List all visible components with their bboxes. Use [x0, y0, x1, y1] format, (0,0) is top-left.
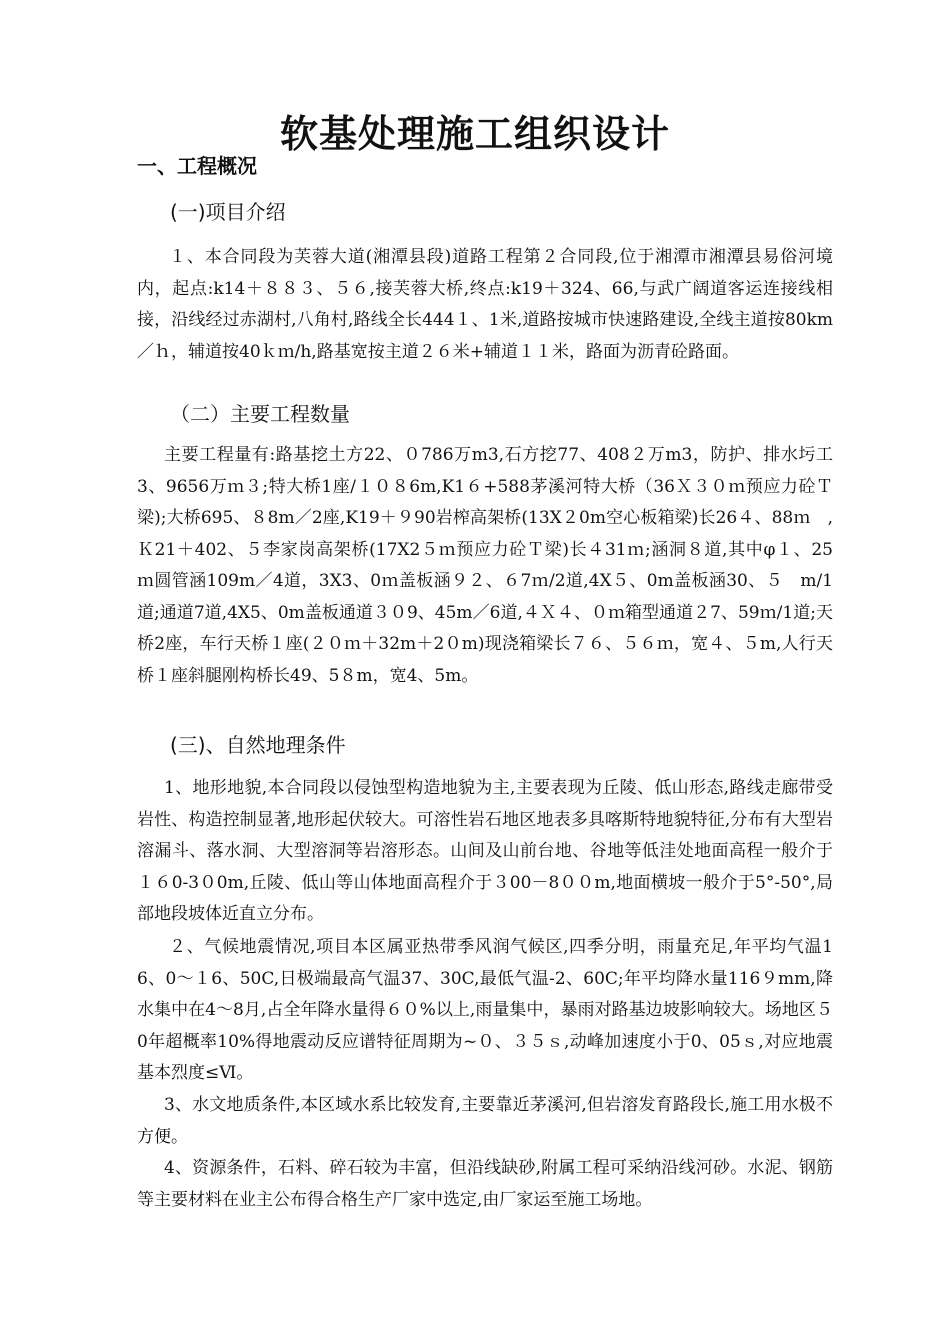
subsection-heading-natural-conditions: (三)、自然地理条件 [170, 733, 346, 757]
paragraph-resources: 4、资源条件，石料、碎石较为丰富，但沿线缺砂,附属工程可采纳沿线河砂。水泥、钢筋等主要材料在业主公布得合格生产厂家中选定,由厂家运至施工场地。 [137, 1158, 833, 1210]
subsection-heading-project-intro: (一)项目介绍 [170, 200, 286, 224]
subsection-heading-main-quantities: （二）主要工程数量 [170, 402, 350, 426]
paragraph-hydrogeology: 3、水文地质条件,本区域水系比较发育,主要靠近茅溪河,但岩溶发育路段长,施工用水极不方便。 [137, 1095, 833, 1147]
paragraph-main-quantities: 主要工程量有:路基挖土方22、０786万m3,石方挖77、408２万m3，防护、排水圬工3、9656万ｍ３;特大桥1座/１０８6m,K1６+588茅溪河特大桥（36Ｘ３０ｍ预应力砼Ｔ梁);大桥695、８8m／2座,K19＋９90岩榨高架桥(13X２0m空心板箱梁)长26４、88ｍ ,Ｋ21＋402、５李家岗高架桥(17X2５ｍ预应力砼Ｔ梁)长４31ｍ;涵洞８道,其中φ１、25 ｍ圆管涵109m／4道，3X3、0ｍ盖板涵９２、６7ｍ/2道,4X５、0m盖板涵30、５ m/1道;通道7道,4X5、0m盖板通道３０9、45m／6道,４Ｘ４、０ｍ箱型通道２7、59ｍ/1道;天桥2座，车行天桥１座(２０ｍ＋32m＋2０m)现浇箱梁长７６、５６ｍ，宽４、５m,人行天桥１座斜腿刚构桥长49、5８m，宽4、5m。 [137, 445, 850, 686]
document-title: 软基处理施工组织设计 [279, 112, 670, 156]
paragraph-project-intro: １、本合同段为芙蓉大道(湘潭县段)道路工程第２合同段,位于湘潭市湘潭县易俗河境内，起点:k14＋８８３、５６,接芙蓉大桥,终点:k19＋324、66,与武广阔道客运连接线相接，沿线经过赤湖村,八角村,路线全长444１、1米,道路按城市快速路建设,全线主道按80km／ｈ，辅道按40ｋｍ/h,路基宽按主道２６米+辅道１１米，路面为沥青砼路面。 [137, 247, 833, 362]
section-heading-project-overview: 一、工程概况 [137, 154, 257, 178]
paragraph-terrain: 1、地形地貌,本合同段以侵蚀型构造地貌为主,主要表现为丘陵、低山形态,路线走廊带受岩性、构造控制显著,地形起伏较大。可溶性岩石地区地表多具喀斯特地貌特征,分布有大型岩溶漏斗、落水洞、大型溶洞等岩溶形态。山间及山前台地、谷地等低洼处地面高程一般介于１６0-3０0m,丘陵、低山等山体地面高程介于３00－8００m,地面横坡一般介于5°-50°,局部地段坡体近直立分布。 [137, 778, 833, 924]
paragraph-climate-seismic: ２、气候地震情况,项目本区属亚热带季风润气候区,四季分明，雨量充足,年平均气温16、0～１6、50C,日极端最高气温37、30C,最低气温-2、60C;年平均降水量116９mm,降水集中在4～8月,占全年降水量得６０%以上,雨量集中，暴雨对路基边坡影响较大。场地区５0年超概率10%得地震动反应谱特征周期为~０、３５ｓ,动峰加速度小于0、05ｓ,对应地震基本烈度≤Ⅵ。 [137, 937, 833, 1083]
